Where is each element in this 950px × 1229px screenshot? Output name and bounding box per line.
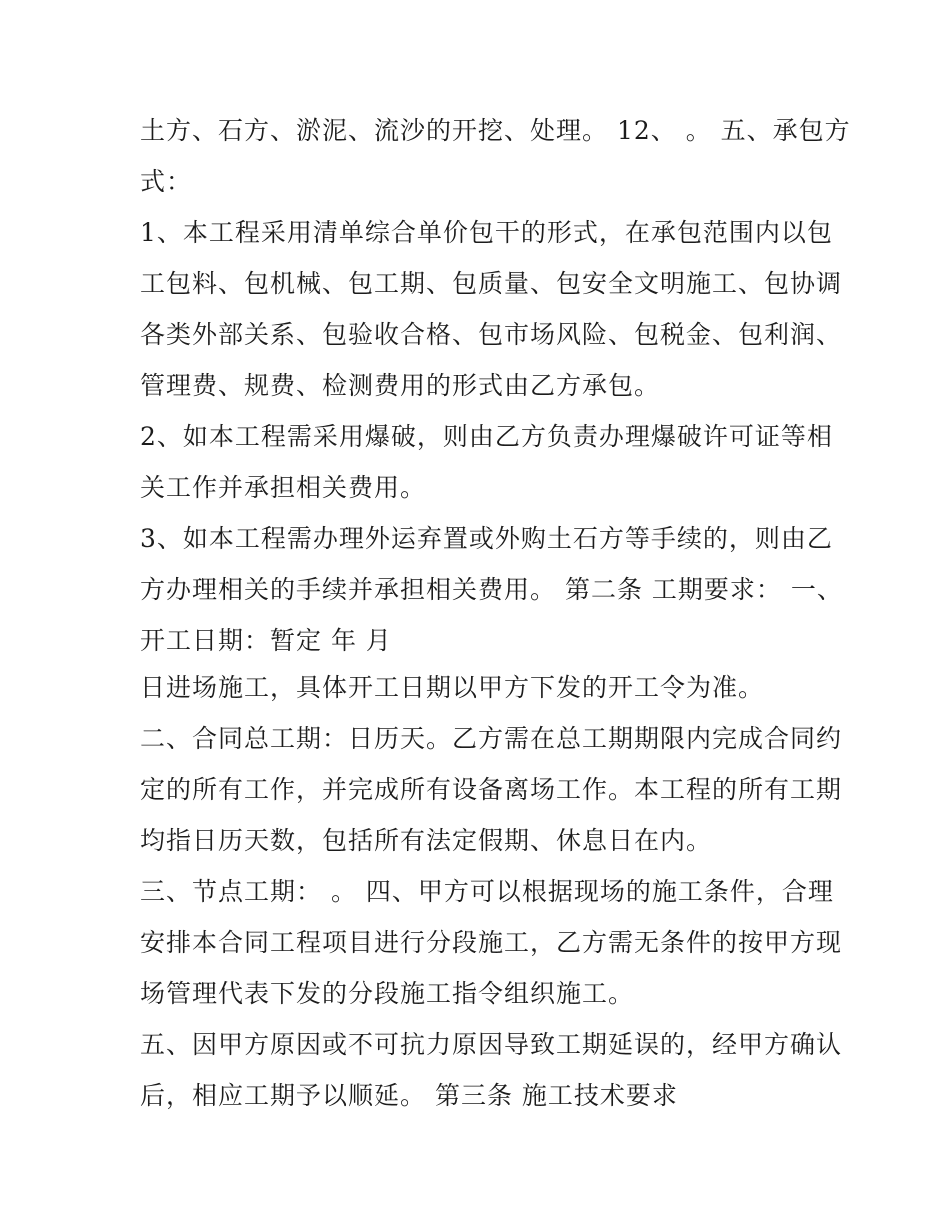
text-line: 土方、石方、淤泥、流沙的开挖、处理。 12、 。 五、承包方 [140,116,851,145]
document-body [140,108,851,1124]
text-line: 各类外部关系、包验收合格、包市场风险、包税金、包利润、 [140,320,843,349]
text-line: 三、节点工期： 。 四、甲方可以根据现场的施工条件，合理 [140,877,834,906]
text-line: 2、如本工程需采用爆破，则由乙方负责办理爆破许可证等相 [140,422,833,451]
text-line: 1、本工程采用清单综合单价包干的形式，在承包范围内以包 [140,218,833,247]
text-line: 后，相应工期予以顺延。 第三条 施工技术要求 [140,1081,678,1110]
text-line: 3、如本工程需办理外运弃置或外购土石方等手续的，则由乙 [140,524,833,553]
text-line: 五、因甲方原因或不可抗力原因导致工期延误的，经甲方确认 [140,1030,843,1059]
text-line: 方办理相关的手续并承担相关费用。 第二条 工期要求： 一、 [140,575,843,604]
text-line: 二、合同总工期：日历天。乙方需在总工期期限内完成合同约 [140,724,843,753]
text-line: 安排本合同工程项目进行分段施工，乙方需无条件的按甲方现 [140,928,843,957]
text-line: 关工作并承担相关费用。 [140,473,427,502]
text-line: 日进场施工，具体开工日期以甲方下发的开工令为准。 [140,673,765,702]
text-line: 定的所有工作，并完成所有设备离场工作。本工程的所有工期 [140,775,843,804]
text-line: 式： [140,167,193,196]
text-line: 均指日历天数，包括所有法定假期、休息日在内。 [140,826,713,855]
text-line: 工包料、包机械、包工期、包质量、包安全文明施工、包协调 [140,269,843,298]
text-line: 管理费、规费、检测费用的形式由乙方承包。 [140,371,661,400]
text-line: 场管理代表下发的分段施工指令组织施工。 [140,979,635,1008]
text-line: 开工日期：暂定 年 月 [140,626,392,655]
